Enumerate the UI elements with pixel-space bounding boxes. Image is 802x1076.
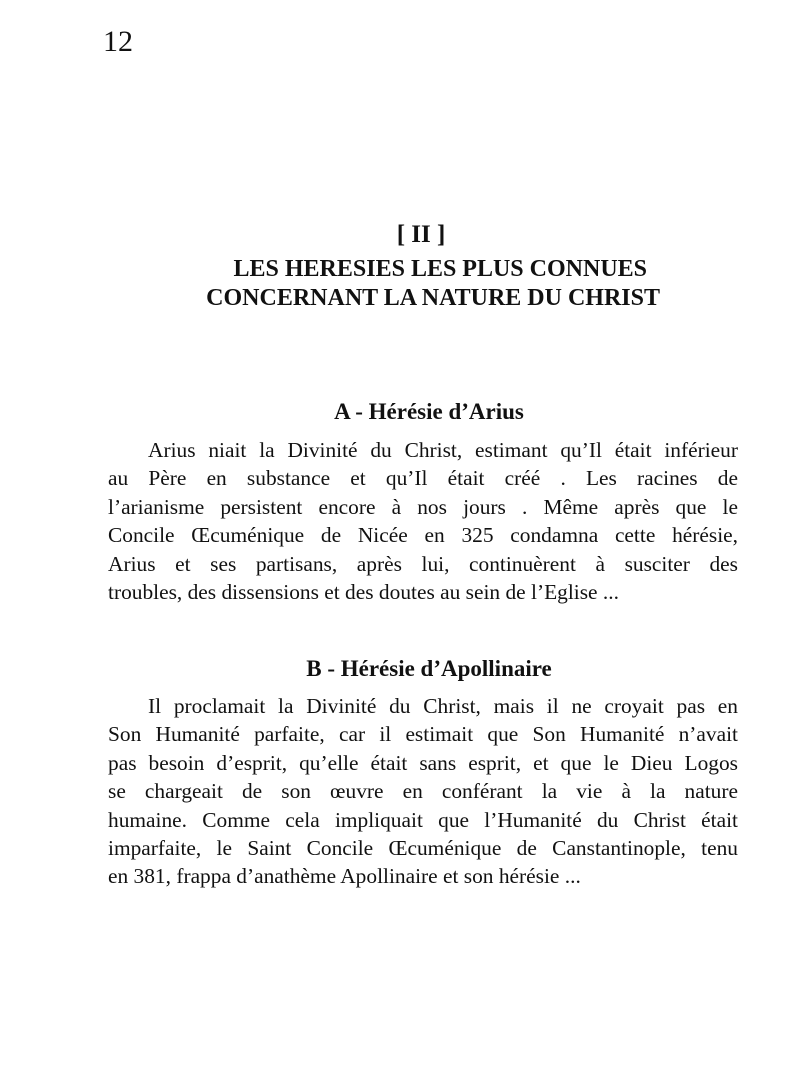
chapter-title-line: CONCERNANT LA NATURE DU CHRIST (206, 285, 660, 311)
chapter-title (180, 255, 660, 313)
paragraph-apollinaire (108, 692, 738, 891)
section-heading-apollinaire: B - Hérésie d’Apollinaire (306, 656, 552, 681)
paragraph-line: l’arianisme persistent encore à nos jours . Même après que le (108, 494, 738, 519)
paragraph-line: pas besoin d’esprit, qu’elle était sans esprit, et que le Dieu Logos (108, 750, 738, 775)
chapter-title-line: LES HERESIES LES PLUS CONNUES (233, 256, 647, 282)
paragraph-line: Arius niait la Divinité du Christ, estimant qu’Il était inférieur (148, 438, 738, 462)
paragraph-line: humaine. Comme cela impliquait que l’Humanité du Christ était (108, 807, 738, 832)
chapter-number: [ II ] (396, 221, 446, 248)
paragraph-line: Son Humanité parfaite, car il estimait que Son Humanité n’avait (108, 722, 738, 747)
paragraph-line: au Père en substance et qu’Il était créé . Les racines de (108, 466, 738, 491)
paragraph-line: troubles, des dissensions et des doutes au sein de l’Eglise ... (108, 579, 619, 604)
section-heading-arius: A - Hérésie d’Arius (334, 399, 524, 424)
paragraph-line: imparfaite, le Saint Concile Œcuménique de Canstantinople, tenu (108, 835, 738, 860)
paragraph-line: se chargeait de son œuvre en conférant la vie à la nature (108, 779, 738, 804)
paragraph-line: en 381, frappa d’anathème Apollinaire et son hérésie ... (108, 864, 581, 889)
paragraph-arius (108, 436, 738, 606)
page-number: 12 (103, 25, 133, 58)
paragraph-line: Il proclamait la Divinité du Christ, mais il ne croyait pas en (148, 694, 738, 718)
paragraph-line: Arius et ses partisans, après lui, continuèrent à susciter des (108, 551, 738, 576)
paragraph-line: Concile Œcuménique de Nicée en 325 condamna cette hérésie, (108, 523, 738, 548)
